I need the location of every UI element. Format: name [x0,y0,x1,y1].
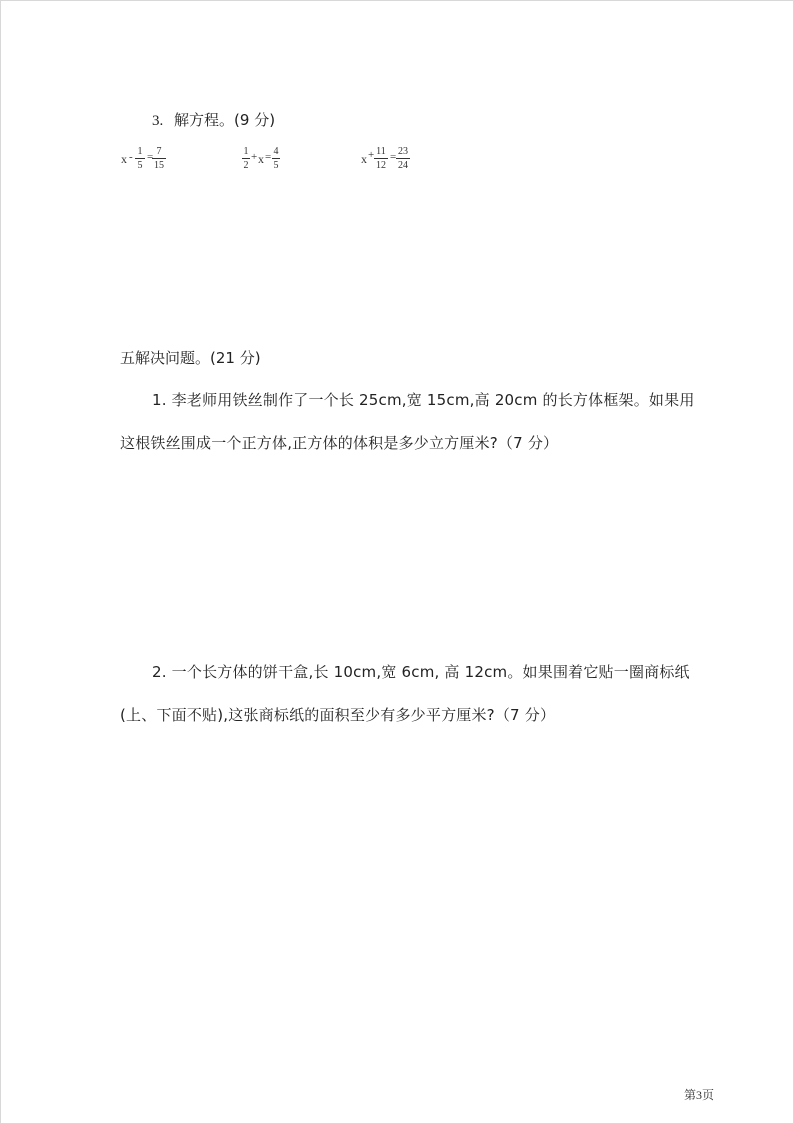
section-5-heading: 五解决问题。(21 分) [120,349,261,367]
equation-3-operator: + [368,149,375,161]
problem-1-line-1: 1. 李老师用铁丝制作了一个长 25cm,宽 15cm,高 20cm 的长方体框架。如果用 [152,391,695,409]
fraction-denominator: 24 [398,160,408,171]
equation-3 [361,145,421,177]
fraction-denominator: 15 [154,160,164,171]
equation-2-fraction-left [242,147,250,171]
equation-1-operator: - [129,151,133,163]
equation-2-fraction-right [272,147,280,171]
section-3-number: 3. [152,113,164,129]
equation-2-equals: = [265,151,272,163]
fraction-numerator: 1 [243,146,249,157]
problem-1-line-2: 这根铁丝围成一个正方体,正方体的体积是多少立方厘米?（7 分） [120,434,559,452]
equation-3-equals: = [390,151,397,163]
fraction-bar [152,158,166,159]
section-3-heading [152,109,275,130]
equation-1-variable: x [121,152,127,166]
equation-1-fraction-left [135,147,145,171]
page-number: 第3页 [684,1088,715,1102]
fraction-bar [374,158,388,159]
fraction-denominator: 12 [376,160,386,171]
fraction-numerator: 11 [376,146,386,157]
fraction-bar [396,158,410,159]
equation-2-operator: + [251,151,258,163]
section-3-title: 解方程。(9 分) [174,111,276,129]
equation-3-variable: x [361,152,367,166]
fraction-numerator: 7 [156,146,162,157]
fraction-denominator: 5 [137,160,143,171]
fraction-denominator: 2 [243,160,249,171]
fraction-numerator: 1 [137,146,143,157]
equation-1-fraction-right [152,147,166,171]
fraction-bar [135,158,145,159]
equation-3-fraction-left [374,147,388,171]
fraction-denominator: 5 [273,160,279,171]
problem-2-line-2: (上、下面不贴),这张商标纸的面积至少有多少平方厘米?（7 分） [120,706,556,724]
problem-2-line-1: 2. 一个长方体的饼干盒,长 10cm,宽 6cm, 高 12cm。如果围着它贴一圈商标纸 [152,663,690,681]
fraction-numerator: 4 [273,146,279,157]
equation-1 [121,145,181,177]
equation-2 [242,145,292,177]
fraction-bar [272,158,280,159]
fraction-numerator: 23 [398,146,408,157]
equation-1-equals: = [147,151,154,163]
fraction-bar [242,158,250,159]
equation-2-variable: x [258,152,264,166]
equation-3-fraction-right [396,147,410,171]
